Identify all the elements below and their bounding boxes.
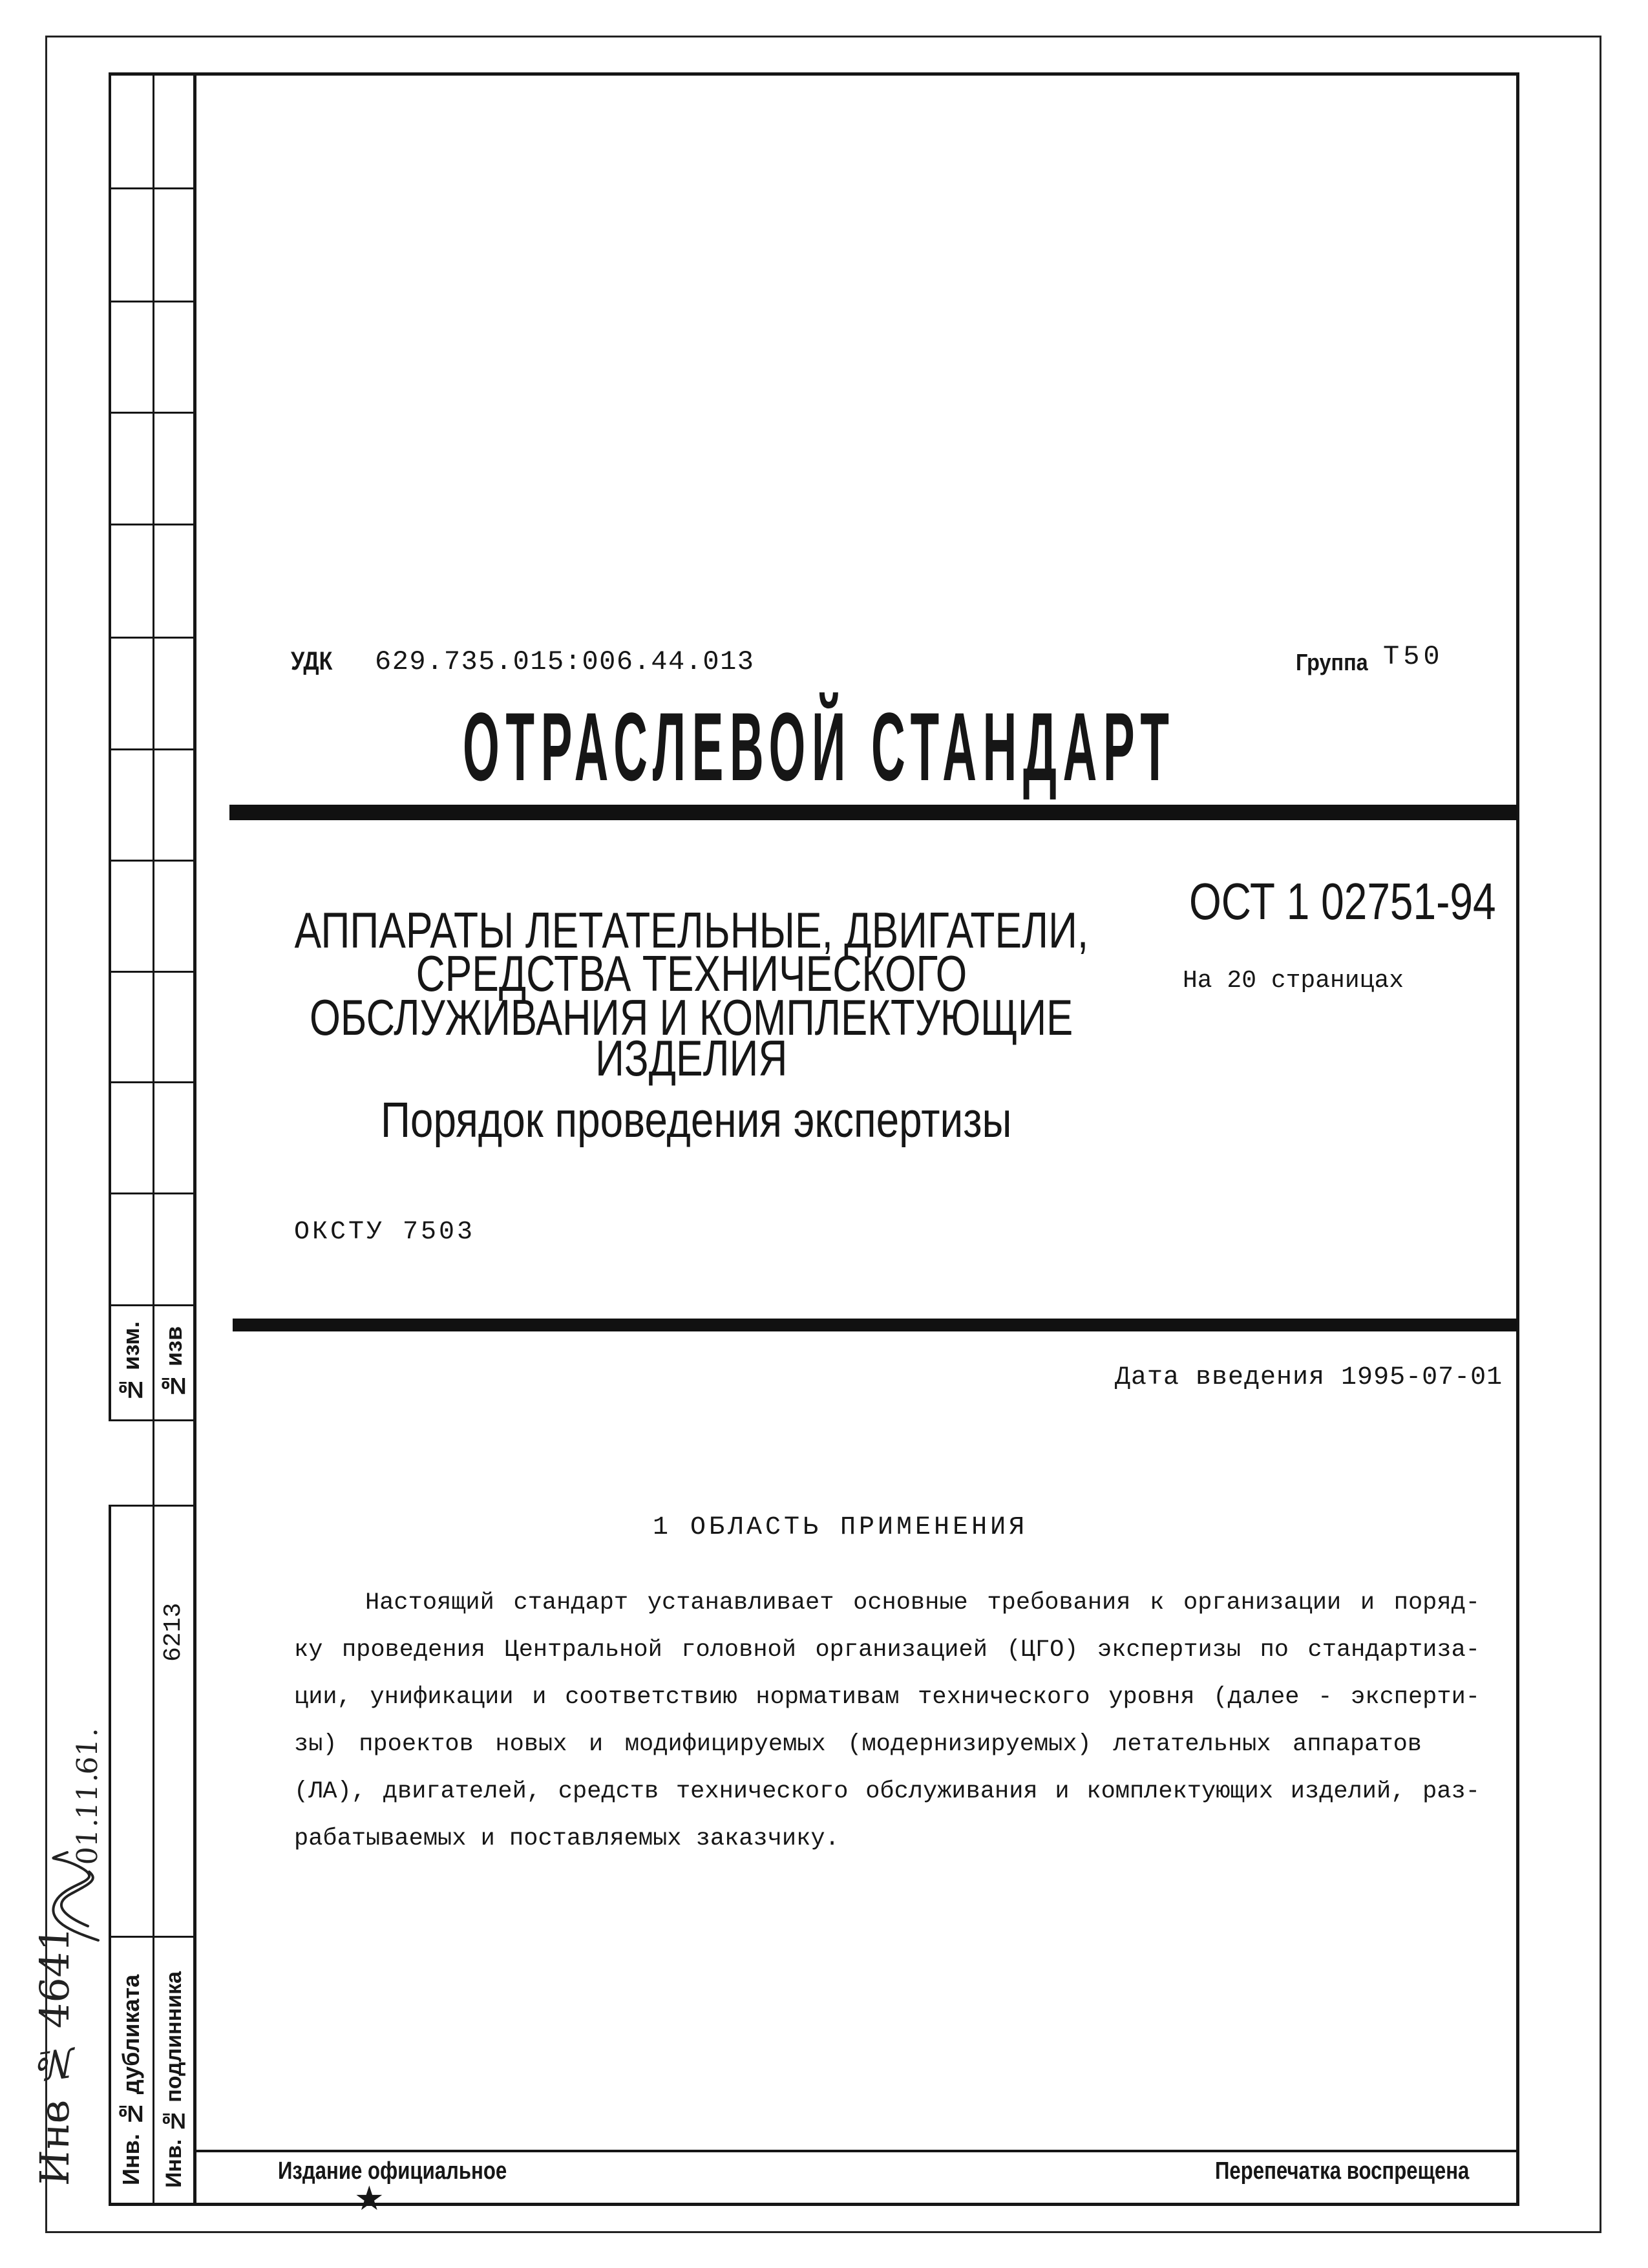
standard-designation: ОСТ 1 02751-94: [1189, 873, 1496, 930]
standard-subtitle: [50, 1092, 1342, 1148]
change-number-label: № изм.: [118, 1321, 144, 1404]
paragraph-line: зы) проектов новых и модифицируемых (модернизируемых) летательных аппаратов: [294, 1731, 1422, 1758]
duplicate-inventory-label: Инв. № дубликата: [118, 1974, 144, 2185]
standard-subtitle-text: Порядок проведения экспертизы: [380, 1092, 1012, 1148]
standard-name-line-text: ОБСЛУЖИВАНИЯ И КОМПЛЕКТУЮЩИЕ: [310, 989, 1073, 1046]
paragraph-line: ку проведения Центральной головной организацией (ЦГО) экспертизы по стандартиза-: [294, 1637, 1480, 1664]
paragraph-line: ции, унификации и соответствию нормативам технического уровня (далее - эксперти-: [294, 1684, 1480, 1711]
frame-right-line: [1516, 72, 1519, 2206]
margin-grid-line: [109, 637, 196, 639]
original-inventory-label: Инв. № подлинника: [162, 1971, 186, 2189]
margin-grid-line: [109, 1505, 196, 1507]
handwritten-date-note: 01.11.61.: [71, 1726, 104, 1867]
margin-grid-line: [109, 524, 196, 525]
official-edition-label: Издание официальное: [278, 2157, 507, 2185]
section-heading: 1 ОБЛАСТЬ ПРИМЕНЕНИЯ: [653, 1513, 1028, 1542]
reprint-prohibited-label: Перепечатка воспрещена: [1215, 2157, 1470, 2185]
frame-top-line: [109, 72, 1519, 76]
standard-name-line-text: АППАРАТЫ ЛЕТАТЕЛЬНЫЕ, ДВИГАТЕЛИ,: [294, 902, 1089, 959]
footer-line: [193, 2150, 1519, 2152]
handwritten-inventory-note: Инв № 4641: [31, 1922, 78, 2189]
notice-number-label: № изв: [160, 1326, 187, 1399]
star-icon: ★: [354, 2179, 385, 2218]
effective-date: Дата введения 1995-07-01: [1115, 1363, 1503, 1392]
margin-grid-line: [109, 1936, 196, 1938]
page-count: На 20 страницах: [1183, 967, 1404, 995]
title-rule: [229, 805, 1517, 820]
okstu-code: ОКСТУ 7503: [294, 1218, 476, 1247]
frame-bottom-line: [109, 2203, 1519, 2206]
paragraph-line: Настоящий стандарт устанавливает основные требования к организации и поряд-: [365, 1589, 1480, 1616]
group-label: Группа: [1296, 649, 1368, 675]
paragraph-line: рабатываемых и поставляемых заказчику.: [294, 1825, 840, 1852]
margin-outer-line: [109, 72, 111, 1421]
signature-scribble: [26, 1849, 110, 1945]
document-type-title-text: ОТРАСЛЕВОЙ СТАНДАРТ: [462, 692, 1176, 801]
document-type-title: [173, 692, 1465, 801]
margin-grid-line: [109, 187, 196, 189]
margin-grid-line: [109, 301, 196, 302]
margin-grid-line: [109, 1419, 196, 1421]
udk-label: УДК: [291, 647, 333, 675]
udk-value: 629.735.015:006.44.013: [375, 646, 755, 677]
group-value: Т50: [1383, 641, 1444, 672]
margin-grid-line: [109, 412, 196, 414]
original-inventory-number: 6213: [160, 1602, 187, 1662]
margin-grid-line: [109, 860, 196, 862]
standard-name-line-text: ИЗДЕЛИЯ: [595, 1030, 788, 1086]
header-rule: [233, 1319, 1517, 1331]
margin-grid-line: [109, 1192, 196, 1194]
paragraph-line: (ЛА), двигателей, средств технического обслуживания и комплектующих изделий, раз-: [294, 1778, 1480, 1805]
standard-name-line-text: СРЕДСТВА ТЕХНИЧЕСКОГО: [416, 945, 967, 1002]
standard-name-line: [45, 1030, 1338, 1086]
